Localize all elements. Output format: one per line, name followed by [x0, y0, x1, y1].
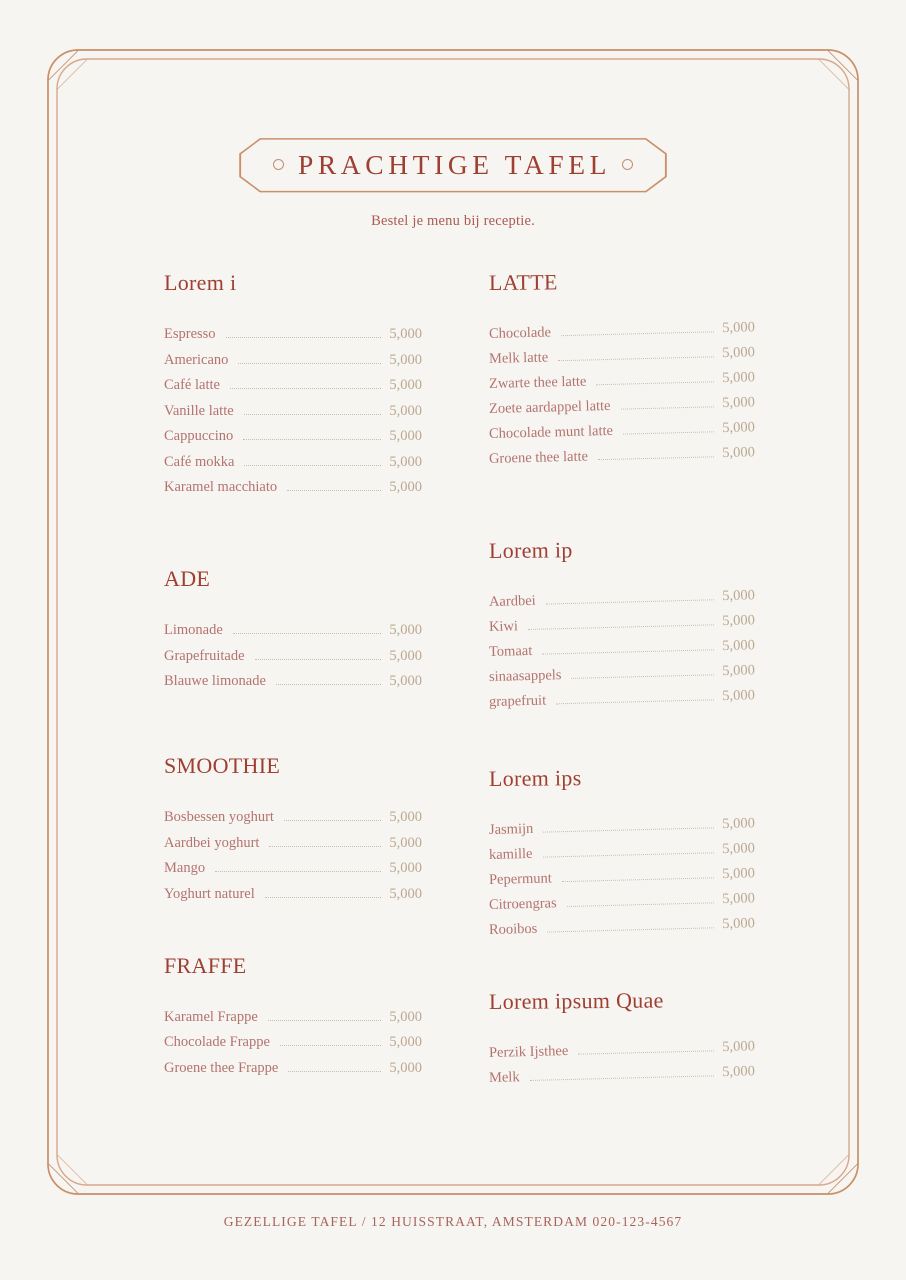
leader-dots	[284, 820, 381, 821]
menu-item-name: grapefruit	[488, 692, 547, 710]
menu-item-row	[164, 428, 422, 445]
menu-item-row	[489, 687, 755, 711]
leader-dots	[269, 846, 381, 847]
menu-item-price: 5,000	[389, 402, 422, 419]
menu-item-name: Perzik Ijsthee	[488, 1042, 569, 1061]
menu-item-price: 5,000	[722, 662, 756, 680]
leader-dots	[578, 1050, 714, 1054]
menu-item-list	[488, 815, 756, 939]
menu-item-row	[489, 444, 755, 468]
menu-section	[164, 953, 422, 1077]
menu-item-price: 5,000	[722, 1038, 756, 1056]
menu-section-title: LATTE	[488, 269, 558, 295]
menu-item-price: 5,000	[389, 428, 422, 444]
menu-item-name: kamille	[488, 845, 533, 863]
menu-item-row	[164, 835, 422, 852]
menu-section	[164, 566, 422, 690]
menu-item-name: Cappuccino	[164, 428, 234, 444]
menu-item-name: Bosbessen yoghurt	[164, 809, 274, 825]
menu-item-row	[489, 662, 755, 686]
leader-dots	[567, 902, 715, 907]
menu-item-price: 5,000	[389, 809, 422, 825]
leader-dots	[243, 439, 381, 440]
leader-dots	[230, 388, 381, 389]
menu-item-name: Karamel Frappe	[164, 1008, 258, 1025]
menu-section-title: Lorem ipsum Quae	[488, 987, 664, 1014]
leader-dots	[244, 414, 382, 415]
menu-item-name: Rooibos	[488, 920, 538, 938]
menu-item-price: 5,000	[722, 687, 756, 705]
leader-dots	[623, 431, 714, 434]
menu-item-row	[164, 479, 422, 496]
leader-dots	[528, 624, 714, 630]
menu-item-name: Limonade	[164, 622, 223, 638]
menu-item-name: Espresso	[164, 326, 216, 342]
menu-item-row	[164, 1060, 422, 1077]
menu-item-row	[489, 865, 755, 889]
menu-item-price: 5,000	[722, 865, 756, 883]
leader-dots	[238, 363, 381, 364]
menu-section-title: Lorem ip	[488, 537, 573, 563]
menu-item-list	[164, 622, 422, 690]
menu-item-row	[164, 326, 422, 343]
menu-item-row	[489, 890, 755, 914]
menu-item-row	[164, 886, 422, 903]
menu-item-name: Groene thee latte	[488, 448, 589, 467]
menu-item-name: Yoghurt naturel	[164, 885, 255, 902]
menu-item-price: 5,000	[722, 840, 756, 858]
menu-item-price: 5,000	[722, 1063, 756, 1081]
menu-item-row	[489, 637, 755, 661]
menu-item-row	[489, 1063, 755, 1087]
menu-item-name: Citroengras	[488, 895, 557, 913]
menu-item-row	[489, 369, 755, 393]
menu-item-price: 5,000	[389, 622, 422, 638]
leader-dots	[546, 599, 715, 604]
leader-dots	[255, 659, 382, 660]
menu-item-price: 5,000	[722, 369, 756, 387]
leader-dots	[215, 871, 381, 872]
leader-dots	[226, 337, 382, 338]
menu-item-row	[489, 419, 755, 443]
menu-section	[489, 766, 755, 939]
menu-column-right	[489, 270, 755, 1095]
footer-address: GEZELLIGE TAFEL / 12 HUISSTRAAT, AMSTERDAM 020-123-4567	[223, 1214, 683, 1229]
menu-item-name: Groene thee Frappe	[164, 1059, 279, 1076]
menu-section	[489, 270, 755, 468]
menu-item-price: 5,000	[389, 351, 422, 368]
menu-item-name: Grapefruitade	[164, 647, 245, 664]
menu-item-row	[489, 840, 755, 864]
menu-item-price: 5,000	[389, 1059, 422, 1076]
menu-item-price: 5,000	[722, 587, 756, 605]
leader-dots	[543, 852, 715, 857]
menu-item-name: Tomaat	[488, 642, 533, 660]
menu-item-row	[489, 815, 755, 839]
menu-item-price: 5,000	[389, 377, 422, 393]
leader-dots	[265, 897, 382, 898]
menu-item-name: Café mokka	[164, 453, 235, 470]
page-title: PRACHTIGE TAFEL	[297, 149, 612, 180]
menu-item-name: Melk	[488, 1069, 520, 1086]
menu-item-row	[164, 622, 422, 639]
leader-dots	[547, 927, 714, 932]
leader-dots	[288, 1071, 381, 1072]
menu-item-name: Mango	[164, 860, 206, 876]
menu-item-list	[488, 319, 756, 468]
menu-item-list	[164, 1009, 422, 1077]
menu-item-price: 5,000	[389, 647, 422, 664]
leader-dots	[268, 1020, 382, 1021]
menu-item-row	[164, 352, 422, 369]
leader-dots	[542, 649, 714, 654]
menu-item-name: Zoete aardappel latte	[488, 397, 611, 417]
menu-item-list	[164, 809, 422, 903]
leader-dots	[572, 674, 715, 679]
menu-item-name: Jasmijn	[488, 820, 534, 838]
menu-section	[489, 989, 755, 1087]
menu-item-row	[164, 403, 422, 420]
menu-item-row	[489, 587, 755, 611]
menu-item-list	[488, 587, 756, 711]
menu-item-row	[489, 915, 755, 939]
leader-dots	[244, 465, 381, 466]
leader-dots	[561, 331, 714, 336]
menu-item-price: 5,000	[722, 319, 756, 337]
menu-item-row	[164, 1034, 422, 1051]
menu-item-price: 5,000	[389, 453, 422, 470]
menu-item-price: 5,000	[722, 815, 756, 833]
leader-dots	[562, 877, 715, 882]
menu-subtitle: Bestel je menu bij receptie.	[371, 212, 535, 229]
leader-dots	[556, 699, 714, 704]
leader-dots	[233, 633, 382, 634]
menu-item-name: Chocolade munt latte	[488, 422, 614, 442]
menu-item-name: Chocolade Frappe	[164, 1034, 270, 1050]
menu-item-name: Karamel macchiato	[164, 479, 278, 495]
menu-section	[164, 270, 422, 496]
menu-item-name: Melk latte	[488, 349, 549, 367]
menu-item-row	[164, 1009, 422, 1026]
leader-dots	[621, 406, 715, 409]
menu-item-price: 5,000	[389, 673, 422, 689]
menu-item-price: 5,000	[389, 326, 422, 342]
leader-dots	[543, 827, 714, 832]
menu-item-price: 5,000	[389, 834, 422, 851]
menu-item-row	[489, 344, 755, 368]
menu-item-name: Blauwe limonade	[164, 673, 266, 689]
menu-item-price: 5,000	[722, 394, 756, 412]
menu-item-price: 5,000	[722, 419, 756, 437]
menu-item-name: sinaasappels	[488, 667, 562, 685]
menu-item-list	[488, 1038, 756, 1087]
menu-item-name: Kiwi	[488, 618, 519, 635]
menu-item-price: 5,000	[389, 1008, 422, 1025]
menu-column-left	[164, 270, 422, 1085]
menu-item-name: Aardbei yoghurt	[164, 834, 260, 851]
menu-item-name: Americano	[164, 351, 229, 368]
menu-item-name: Chocolade	[488, 324, 552, 342]
menu-section-title: Lorem i	[164, 270, 237, 295]
leader-dots	[596, 381, 714, 385]
menu-section-title: SMOOTHIE	[164, 753, 281, 778]
menu-item-row	[489, 394, 755, 418]
menu-item-price: 5,000	[722, 890, 756, 908]
leader-dots	[280, 1045, 381, 1046]
menu-item-row	[164, 673, 422, 690]
menu-item-price: 5,000	[722, 444, 756, 462]
menu-section	[164, 753, 422, 903]
menu-item-price: 5,000	[389, 885, 422, 902]
menu-item-price: 5,000	[722, 612, 756, 630]
leader-dots	[276, 684, 381, 685]
menu-item-name: Aardbei	[488, 592, 536, 610]
menu-item-name: Café latte	[164, 377, 220, 393]
leader-dots	[287, 490, 381, 491]
menu-item-row	[164, 809, 422, 826]
menu-item-price: 5,000	[389, 860, 422, 876]
menu-item-row	[164, 454, 422, 471]
menu-section-title: FRAFFE	[164, 952, 247, 978]
menu-item-price: 5,000	[722, 637, 756, 655]
menu-item-list	[164, 326, 422, 496]
menu-item-row	[164, 377, 422, 394]
menu-item-row	[489, 319, 755, 343]
menu-item-row	[489, 612, 755, 636]
menu-item-price: 5,000	[722, 344, 756, 362]
menu-section-title: Lorem ips	[488, 765, 582, 791]
leader-dots	[598, 456, 714, 460]
menu-item-name: Pepermunt	[488, 870, 552, 888]
menu-item-price: 5,000	[722, 915, 756, 933]
menu-item-row	[164, 860, 422, 877]
menu-item-row	[489, 1038, 755, 1062]
menu-item-row	[164, 648, 422, 665]
menu-item-price: 5,000	[389, 479, 422, 495]
leader-dots	[530, 1075, 715, 1081]
menu-item-name: Vanille latte	[164, 402, 234, 419]
menu-item-price: 5,000	[389, 1034, 422, 1050]
menu-section-title: ADE	[164, 566, 211, 591]
menu-item-name: Zwarte thee latte	[488, 373, 587, 392]
leader-dots	[558, 356, 714, 361]
menu-section	[489, 538, 755, 711]
